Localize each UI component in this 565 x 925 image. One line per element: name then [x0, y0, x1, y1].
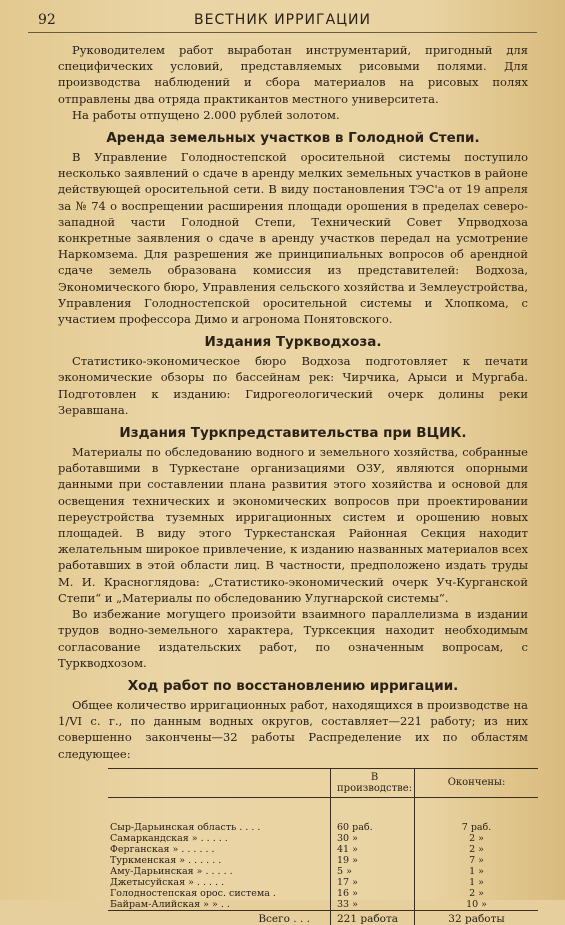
in-progress-count: 19 » — [331, 855, 415, 866]
total-in-progress: 221 работа — [331, 910, 415, 925]
paragraph: Руководителем работ выработан инструментарий, пригодный для специфических условий, представляемых рисовыми полями. Для производства наблюдений и сбора материалов на рисовых полях отправлены два отряда практикантов местного университета. — [58, 43, 528, 106]
in-progress-count: 16 » — [331, 888, 415, 899]
table-row — [108, 899, 538, 911]
in-progress-count: 33 » — [331, 899, 415, 911]
running-header — [28, 10, 537, 33]
region-name: Туркменская » . . . . . . — [110, 854, 222, 866]
table-row — [108, 844, 538, 855]
finished-count: 2 » — [415, 888, 538, 899]
section-heading: Ход работ по восстановлению ирригации. — [127, 677, 459, 694]
in-progress-count: 30 » — [331, 833, 415, 844]
paragraph: На работы отпущено 2.000 рублей золотом. — [72, 107, 340, 122]
distribution-table — [108, 768, 538, 925]
paragraph: Во избежание могущего произойти взаимного параллелизма в издании трудов водно-земельного характера, Турксекция находит необходимым согласование издательских работ, по означенным вопросам, с Турквoдхозом. — [58, 607, 528, 670]
table-total-row — [108, 910, 538, 925]
table-row — [108, 888, 538, 899]
col-finished-header: Окончены: — [415, 768, 538, 797]
page-number: 92 — [38, 12, 56, 28]
finished-count: 2 » — [415, 833, 538, 844]
region-name: Джетысуйская » . . . . . — [110, 876, 225, 888]
finished-count: 7 » — [415, 855, 538, 866]
table-row — [108, 877, 538, 888]
paragraph: В Управление Голодностепской оросительной системы поступило несколько заявлений о сдаче в аренду мелких земельных участков в районе действующей оросительной сети. В виду постановления ТЭС'а от 19 апреля за № 74 о воспрещении расширения площади орошения в пределах северо-западной части Голодной Степи, Технический Совет Упрводхоза конкретные заявления о сдаче в аренду участков передал на усмотрение Наркомзема. Для разрешения же принципиальных вопросов об арендной сдаче земель образована комиссия из представителей: Водхоза, Экономического бюро, Управления сельского хозяйства и Землеустройства, Управления Голодностепской оросительной системы и Хлопкома, с участием профессора Димо и агронома Понятовского. — [58, 150, 528, 327]
finished-count: 10 » — [415, 899, 538, 911]
article-body — [58, 42, 528, 925]
paragraph: Статистико-экономическое бюро Водхоза подготовляет к печати экономические обзоры по бассейнам рек: Чирчика, Арыси и Мургаба. Подготовлен к изданию: Гидрогеологический очерк долины реки Зеравшана. — [58, 354, 528, 417]
total-label: Всего . . . — [108, 910, 331, 925]
in-progress-count: 5 » — [331, 866, 415, 877]
table-row — [108, 833, 538, 844]
region-name: Аму-Дарьинская » . . . . . — [110, 865, 233, 877]
table-row — [108, 855, 538, 866]
table-header-row — [108, 768, 538, 797]
table-row — [108, 866, 538, 877]
section-heading: Издания Туркпредставительства при ВЦИК. — [119, 425, 467, 442]
total-finished: 32 работы — [415, 910, 538, 925]
region-name: Ферганская » . . . . . . — [110, 843, 215, 855]
section-heading: Аренда земельных участков в Голодной Степи. — [106, 130, 480, 147]
paragraph: Материалы по обследованию водного и земельного хозяйства, собранные работавшими в Туркестане организациями ОЗУ, являются опорными данными при составлении плана развития этого хозяйства и основой для освещения технических и экономических вопросов при проектировании переустройства туземных ирригационных систем и орошению новых площадей. В виду этого Туркестанская Районная Секция находит желательным широкое привлечение, к изданию названных материалов всех работавших в этой области лиц. В частности, предположено издать труды М. И. Красноглядова: „Статистико-экономический очерк Уч-Курганской Степи“ и „Материалы по обследованию Улугнарской системы“. — [58, 445, 528, 605]
finished-count: 1 » — [415, 877, 538, 888]
finished-count: 7 раб. — [415, 822, 538, 833]
in-progress-count: 17 » — [331, 877, 415, 888]
in-progress-count: 60 раб. — [331, 822, 415, 833]
region-name: Байрам-Алийская » » . . — [110, 898, 230, 910]
region-name: Голодностепская орос. система . — [110, 887, 276, 899]
in-progress-count: 41 » — [331, 844, 415, 855]
col-in-progress-header: В производстве: — [331, 768, 415, 797]
journal-title: ВЕСТНИК ИРРИГАЦИИ — [194, 12, 371, 28]
section-heading: Издания Турквoдхоза. — [204, 334, 382, 351]
region-name: Сыр-Дарьинская область . . . . — [110, 821, 261, 833]
finished-count: 2 » — [415, 844, 538, 855]
paragraph: Общее количество ирригационных работ, находящихся в производстве на 1/VI с. г., по данным водных округов, составляет—221 работу; из них совершенно закончены—32 работы Распределение их по областям следующее: — [58, 697, 528, 761]
finished-count: 1 » — [415, 866, 538, 877]
region-name: Самаркандская » . . . . . — [110, 832, 228, 844]
table-row — [108, 822, 538, 833]
